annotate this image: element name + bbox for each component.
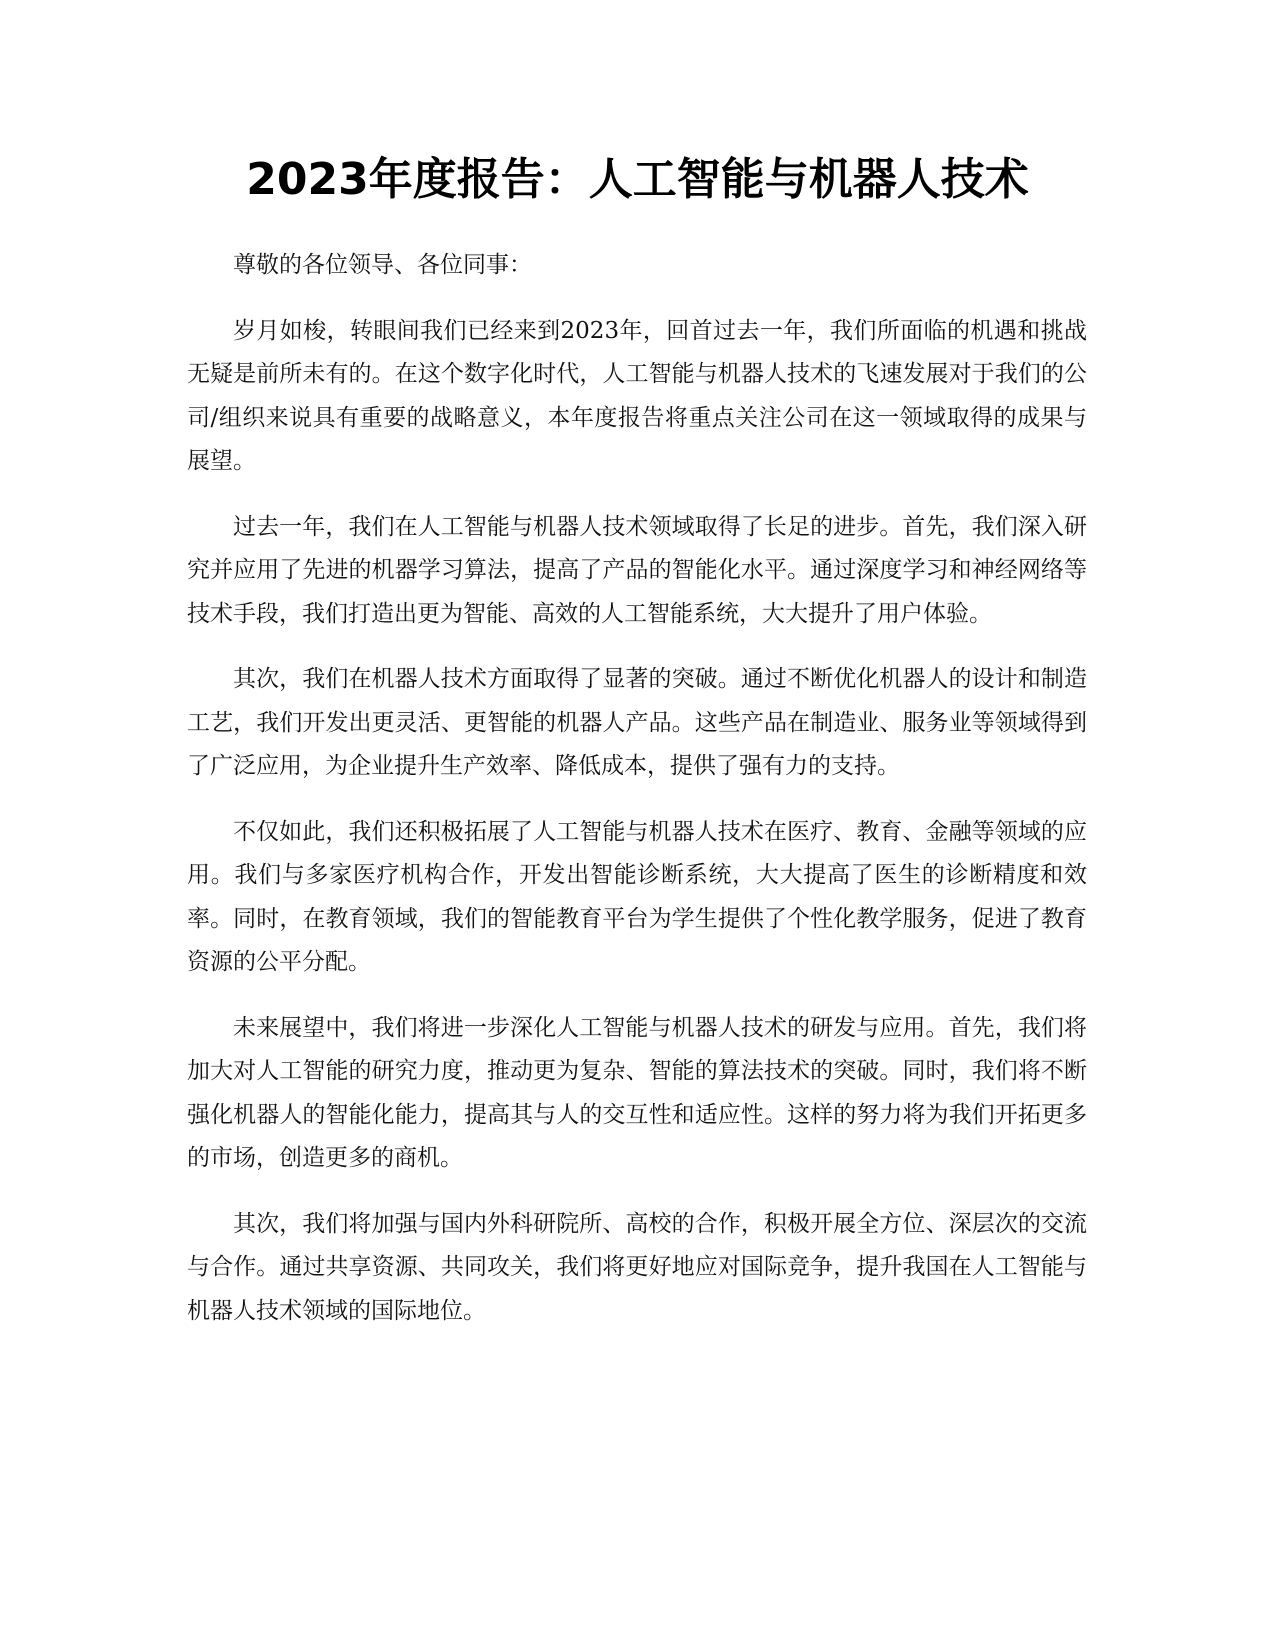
paragraph: 不仅如此，我们还积极拓展了人工智能与机器人技术在医疗、教育、金融等领域的应用。我们与多家医疗机构合作，开发出智能诊断系统，大大提高了医生的诊断精度和效率。同时，在教育领域，我们的智能教育平台为学生提供了个性化教学服务，促进了教育资源的公平分配。	[187, 818, 1087, 975]
paragraph: 其次，我们将加强与国内外科研院所、高校的合作，积极开展全方位、深层次的交流与合作。通过共享资源、共同攻关，我们将更好地应对国际竞争，提升我国在人工智能与机器人技术领域的国际地位。	[187, 1210, 1087, 1324]
paragraph: 岁月如梭，转眼间我们已经来到2023年，回首过去一年，我们所面临的机遇和挑战无疑是前所未有的。在这个数字化时代，人工智能与机器人技术的飞速发展对于我们的公司/组织来说具有重要的战略意义，本年度报告将重点关注公司在这一领域取得的成果与展望。	[187, 317, 1087, 474]
paragraph: 其次，我们在机器人技术方面取得了显著的突破。通过不断优化机器人的设计和制造工艺，我们开发出更灵活、更智能的机器人产品。这些产品在制造业、服务业等领域得到了广泛应用，为企业提升生产效率、降低成本，提供了强有力的支持。	[187, 666, 1087, 779]
paragraph: 过去一年，我们在人工智能与机器人技术领域取得了长足的进步。首先，我们深入研究并应用了先进的机器学习算法，提高了产品的智能化水平。通过深度学习和神经网络等技术手段，我们打造出更为智能、高效的人工智能系统，大大提升了用户体验。	[187, 513, 1087, 627]
paragraph: 未来展望中，我们将进一步深化人工智能与机器人技术的研发与应用。首先，我们将加大对人工智能的研究力度，推动更为复杂、智能的算法技术的突破。同时，我们将不断强化机器人的智能化能力，提高其与人的交互性和适应性。这样的努力将为我们开拓更多的市场，创造更多的商机。	[187, 1014, 1087, 1171]
document-body	[187, 244, 1087, 1355]
page-title: 2023年度报告：人工智能与机器人技术	[246, 154, 1029, 205]
salutation: 尊敬的各位领导、各位同事：	[233, 252, 532, 278]
